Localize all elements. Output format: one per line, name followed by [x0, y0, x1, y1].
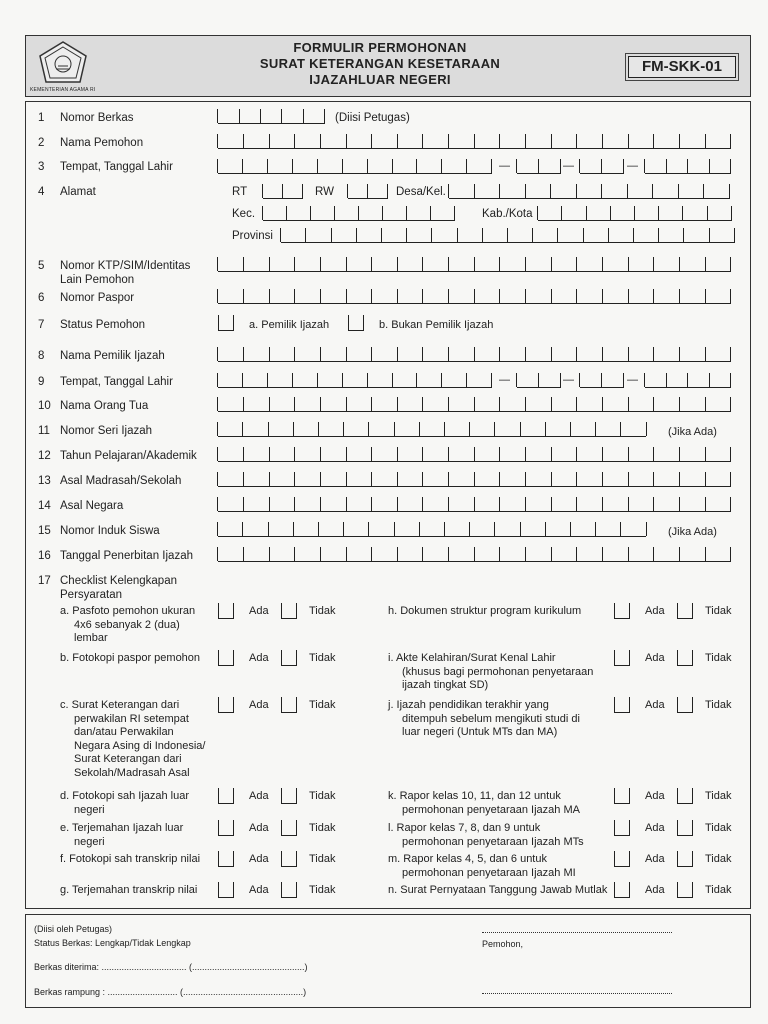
field-13-label: Asal Madrasah/Sekolah	[60, 475, 182, 487]
checklist-left-3-tidak-label: Tidak	[309, 790, 336, 802]
checklist-left-2-ada-label: Ada	[249, 699, 269, 711]
checklist-left-2-line0: c. Surat Keterangan dari	[60, 699, 180, 711]
checklist-right-5-ada-checkbox[interactable]	[614, 851, 630, 867]
footer-status: Status Berkas: Lengkap/Tidak Lengkap	[34, 938, 191, 948]
nomor-ktp-input[interactable]	[218, 256, 731, 272]
checklist-right-6-ada-label: Ada	[645, 884, 665, 896]
checklist-right-5-tidak-checkbox[interactable]	[677, 851, 693, 867]
nomor-paspor-input[interactable]	[218, 288, 731, 304]
checklist-right-1-line1: (khusus bagi permohonan penyetaraan	[402, 665, 594, 678]
checklist-left-2-line4: Surat Keterangan dari	[74, 753, 182, 765]
nomor-berkas-input[interactable]	[218, 108, 325, 124]
address-prov-label: Provinsi	[232, 230, 273, 242]
checklist-left-1-ada-checkbox[interactable]	[218, 650, 234, 666]
field-10-label: Nama Orang Tua	[60, 400, 149, 412]
checklist-left-4-ada-checkbox[interactable]	[218, 820, 234, 836]
checklist-right-2-line2: luar negeri (Untuk MTs dan MA)	[402, 726, 558, 738]
checklist-right-2-line0: j. Ijazah pendidikan terakhir yang	[388, 699, 549, 711]
checklist-left-3-ada-label: Ada	[249, 790, 269, 802]
status-bukan-pemilik-checkbox[interactable]	[348, 315, 364, 331]
checklist-right-0-ada-label: Ada	[645, 605, 665, 617]
checklist-left-2-tidak-checkbox[interactable]	[281, 697, 297, 713]
field-7-label: Status Pemohon	[60, 319, 146, 331]
checklist-right-5-line1: permohonan penyetaraan Ijazah MI	[402, 866, 576, 879]
checklist-left-4-tidak-label: Tidak	[309, 822, 336, 834]
checklist-right-4-tidak-label: Tidak	[705, 822, 732, 834]
address-desa-label: Desa/Kel.	[396, 186, 446, 198]
checklist-right-3-ada-label: Ada	[645, 790, 665, 802]
checklist-right-1-tidak-label: Tidak	[705, 652, 732, 664]
field-3-label: Tempat, Tanggal Lahir	[60, 161, 173, 173]
checklist-left-1-tidak-checkbox[interactable]	[281, 650, 297, 666]
checklist-right-1-ada-checkbox[interactable]	[614, 650, 630, 666]
checklist-left-3-ada-checkbox[interactable]	[218, 788, 234, 804]
field-7-number: 7	[38, 319, 45, 331]
checklist-right-2-line1: ditempuh sebelum mengikuti studi di	[402, 712, 580, 725]
tempat-tanggal-lahir-pemilik-dash3: —	[627, 374, 638, 386]
checklist-left-0-ada-checkbox[interactable]	[218, 603, 234, 619]
field-5-number: 5	[38, 260, 45, 272]
tempat-tanggal-lahir-pemilik-place[interactable]	[218, 372, 492, 388]
address-rw-input[interactable]	[348, 183, 388, 199]
checklist-left-6-ada-checkbox[interactable]	[218, 882, 234, 898]
tempat-tanggal-lahir-pemohon-month[interactable]	[580, 158, 624, 174]
field-14-label: Asal Negara	[60, 500, 124, 512]
ministry-name: KEMENTERIAN AGAMA RI	[30, 87, 96, 93]
checklist-right-3-tidak-label: Tidak	[705, 790, 732, 802]
field-15-label: Nomor Induk Siswa	[60, 525, 160, 537]
checklist-left-0-line1: 4x6 sebanyak 2 (dua)	[74, 618, 180, 631]
status-pemilik-checkbox[interactable]	[218, 315, 234, 331]
address-kec-label: Kec.	[232, 208, 256, 220]
checklist-right-5-ada-label: Ada	[645, 853, 665, 865]
nomor-induk-siswa-input[interactable]	[218, 521, 646, 537]
tempat-tanggal-lahir-pemohon-year[interactable]	[645, 158, 731, 174]
address-rt-label: RT	[232, 186, 248, 198]
field-11-label: Nomor Seri Ijazah	[60, 425, 153, 437]
tempat-tanggal-lahir-pemohon-dash1: —	[499, 160, 510, 172]
checklist-right-2-ada-checkbox[interactable]	[614, 697, 630, 713]
checklist-left-0-ada-label: Ada	[249, 605, 269, 617]
field-11-number: 11	[38, 425, 50, 437]
checklist-left-3-line1: negeri	[74, 803, 105, 816]
address-rt-input[interactable]	[263, 183, 303, 199]
checklist-left-2-tidak-label: Tidak	[309, 699, 336, 711]
checklist-right-0-line0: h. Dokumen struktur program kurikulum	[388, 605, 582, 617]
nama-orang-tua-input[interactable]	[218, 396, 731, 412]
checklist-right-2-ada-label: Ada	[645, 699, 665, 711]
checklist-left-1-line0: b. Fotokopi paspor pemohon	[60, 652, 201, 664]
tempat-tanggal-lahir-pemilik-day[interactable]	[517, 372, 561, 388]
checklist-left-5-tidak-checkbox[interactable]	[281, 851, 297, 867]
checklist-right-0-ada-checkbox[interactable]	[614, 603, 630, 619]
footer-pemohon: Pemohon,	[482, 939, 524, 949]
checklist-number: 17	[38, 575, 51, 587]
ministry-logo	[36, 40, 90, 86]
footer-diterima: Berkas diterima: .................................. (.............................................)	[34, 962, 308, 972]
checklist-right-6-line0: n. Surat Pernyataan Tanggung Jawab Mutlak	[388, 884, 608, 896]
form-title-line3: IJAZAHLUAR NEGERI	[309, 72, 451, 87]
checklist-title1: Checklist Kelengkapan	[60, 575, 177, 587]
checklist-right-4-ada-label: Ada	[645, 822, 665, 834]
checklist-left-0-tidak-label: Tidak	[309, 605, 336, 617]
tanggal-penerbitan-input[interactable]	[218, 546, 731, 562]
checklist-left-0-line0: a. Pasfoto pemohon ukuran	[60, 605, 196, 617]
checklist-right-3-line0: k. Rapor kelas 10, 11, dan 12 untuk	[388, 790, 561, 802]
footer-rampung: Berkas rampung : ............................ (................................................)	[34, 987, 307, 997]
checklist-left-6-line0: g. Terjemahan transkrip nilai	[60, 884, 198, 896]
field-12-label: Tahun Pelajaran/Akademik	[60, 450, 197, 462]
field-9-label: Tempat, Tanggal Lahir	[60, 376, 173, 388]
checklist-left-2-line3: Negara Asing di Indonesia/	[74, 739, 206, 752]
checklist-right-5-line0: m. Rapor kelas 4, 5, dan 6 untuk	[388, 853, 547, 865]
nomor-seri-ijazah-note: (Jika Ada)	[668, 426, 717, 438]
checklist-left-4-ada-label: Ada	[249, 822, 269, 834]
field-2-number: 2	[38, 137, 45, 149]
field-16-number: 16	[38, 550, 51, 562]
nomor-berkas-note: (Diisi Petugas)	[335, 112, 410, 124]
tempat-tanggal-lahir-pemilik-dash2: —	[563, 374, 574, 386]
field-9-number: 9	[38, 376, 45, 388]
tempat-tanggal-lahir-pemohon-dash2: —	[563, 160, 574, 172]
checklist-right-0-tidak-checkbox[interactable]	[677, 603, 693, 619]
form-code: FM-SKK-01	[628, 56, 736, 78]
checklist-right-4-line1: permohonan penyetaraan Ijazah MTs	[402, 835, 584, 848]
footer-petugas: (Diisi oleh Petugas)	[34, 924, 113, 934]
field-2-label: Nama Pemohon	[60, 137, 144, 149]
checklist-left-5-ada-checkbox[interactable]	[218, 851, 234, 867]
field-5-label: Nomor KTP/SIM/Identitas	[60, 260, 191, 272]
field-4-label: Alamat	[60, 186, 96, 198]
checklist-left-4-line1: negeri	[74, 835, 105, 848]
checklist-left-5-tidak-label: Tidak	[309, 853, 336, 865]
field-3-number: 3	[38, 161, 45, 173]
checklist-right-1-tidak-checkbox[interactable]	[677, 650, 693, 666]
checklist-left-4-line0: e. Terjemahan Ijazah luar	[60, 822, 184, 834]
checklist-right-4-ada-checkbox[interactable]	[614, 820, 630, 836]
checklist-right-6-tidak-checkbox[interactable]	[677, 882, 693, 898]
tempat-tanggal-lahir-pemohon-place[interactable]	[218, 158, 492, 174]
field-14-number: 14	[38, 500, 51, 512]
checklist-right-1-line0: i. Akte Kelahiran/Surat Kenal Lahir	[388, 652, 556, 664]
checklist-left-5-ada-label: Ada	[249, 853, 269, 865]
tempat-tanggal-lahir-pemohon-day[interactable]	[517, 158, 561, 174]
address-prov-input[interactable]	[281, 227, 735, 243]
checklist-left-2-line2: dan/atau Perwakilan	[74, 726, 174, 738]
field-4-number: 4	[38, 186, 45, 198]
checklist-right-1-ada-label: Ada	[645, 652, 665, 664]
field-8-label: Nama Pemilik Ijazah	[60, 350, 165, 362]
nama-pemilik-ijazah-input[interactable]	[218, 346, 731, 362]
checklist-right-1-line2: ijazah tingkat SD)	[402, 679, 489, 691]
checklist-right-6-tidak-label: Tidak	[705, 884, 732, 896]
checklist-right-3-tidak-checkbox[interactable]	[677, 788, 693, 804]
checklist-right-4-tidak-checkbox[interactable]	[677, 820, 693, 836]
checklist-left-1-tidak-label: Tidak	[309, 652, 336, 664]
checklist-left-4-tidak-checkbox[interactable]	[281, 820, 297, 836]
field-8-number: 8	[38, 350, 45, 362]
tempat-tanggal-lahir-pemohon-dash3: —	[627, 160, 638, 172]
signature-line-top	[482, 931, 672, 933]
field-6-number: 6	[38, 292, 45, 304]
address-kab-input[interactable]	[538, 205, 732, 221]
checklist-left-6-tidak-label: Tidak	[309, 884, 336, 896]
field-1-label: Nomor Berkas	[60, 112, 134, 124]
checklist-title2: Persyaratan	[60, 589, 123, 601]
field-1-number: 1	[38, 112, 45, 124]
checklist-right-2-tidak-label: Tidak	[705, 699, 732, 711]
tempat-tanggal-lahir-pemilik-dash1: —	[499, 374, 510, 386]
signature-line[interactable]	[482, 992, 672, 994]
checklist-left-0-tidak-checkbox[interactable]	[281, 603, 297, 619]
field-6-label: Nomor Paspor	[60, 292, 135, 304]
field-5-label2: Lain Pemohon	[60, 274, 135, 286]
checklist-left-6-tidak-checkbox[interactable]	[281, 882, 297, 898]
checklist-left-5-line0: f. Fotokopi sah transkrip nilai	[60, 853, 201, 865]
field-13-number: 13	[38, 475, 51, 487]
field-10-number: 10	[38, 400, 51, 412]
checklist-left-2-ada-checkbox[interactable]	[218, 697, 234, 713]
tahun-pelajaran-input[interactable]	[218, 446, 731, 462]
checklist-right-3-line1: permohonan penyetaraan Ijazah MA	[402, 803, 580, 816]
checklist-right-0-tidak-label: Tidak	[705, 605, 732, 617]
address-desa-input[interactable]	[449, 183, 730, 199]
address-kab-label: Kab./Kota	[482, 208, 533, 220]
form-title-line1: FORMULIR PERMOHONAN	[293, 40, 467, 55]
checklist-left-2-line1: perwakilan RI setempat	[74, 712, 189, 725]
tempat-tanggal-lahir-pemilik-year[interactable]	[645, 372, 731, 388]
field-15-number: 15	[38, 525, 51, 537]
checklist-left-6-ada-label: Ada	[249, 884, 269, 896]
nomor-seri-ijazah-input[interactable]	[218, 421, 646, 437]
asal-negara-input[interactable]	[218, 496, 731, 512]
checklist-right-5-tidak-label: Tidak	[705, 853, 732, 865]
checklist-right-4-line0: l. Rapor kelas 7, 8, dan 9 untuk	[388, 822, 541, 834]
checklist-left-3-line0: d. Fotokopi sah Ijazah luar	[60, 790, 190, 802]
checklist-left-2-line5: Sekolah/Madrasah Asal	[74, 766, 190, 779]
nama-pemohon-input[interactable]	[218, 133, 731, 149]
field-12-number: 12	[38, 450, 51, 462]
tempat-tanggal-lahir-pemilik-month[interactable]	[580, 372, 624, 388]
checklist-right-2-tidak-checkbox[interactable]	[677, 697, 693, 713]
checklist-left-1-ada-label: Ada	[249, 652, 269, 664]
address-rw-label: RW	[315, 186, 334, 198]
address-kec-input[interactable]	[263, 205, 455, 221]
status-pemilik-label: a. Pemilik Ijazah	[249, 319, 330, 331]
checklist-left-0-line2: lembar	[74, 632, 108, 644]
asal-madrasah-input[interactable]	[218, 471, 731, 487]
checklist-right-3-ada-checkbox[interactable]	[614, 788, 630, 804]
field-16-label: Tanggal Penerbitan Ijazah	[60, 550, 193, 562]
form-title-line2: SURAT KETERANGAN KESETARAAN	[259, 56, 501, 71]
checklist-right-6-ada-checkbox[interactable]	[614, 882, 630, 898]
nomor-induk-siswa-note: (Jika Ada)	[668, 526, 717, 538]
checklist-left-3-tidak-checkbox[interactable]	[281, 788, 297, 804]
status-bukan-pemilik-label: b. Bukan Pemilik Ijazah	[379, 319, 494, 331]
